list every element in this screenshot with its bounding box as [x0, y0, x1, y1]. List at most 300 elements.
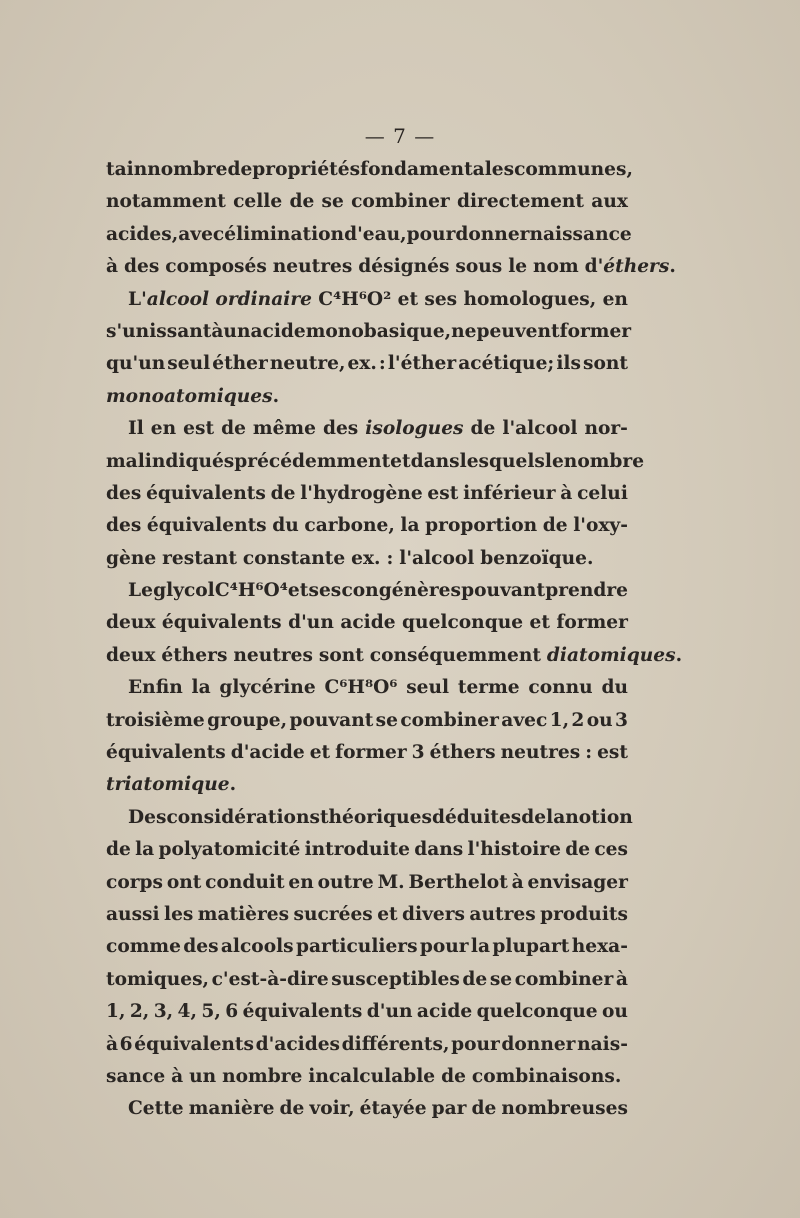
paragraph: [106, 284, 632, 414]
word-group: [455, 219, 529, 251]
word: glycol: [153, 580, 215, 602]
word-group: [289, 186, 314, 218]
word-group: [106, 186, 226, 218]
word-group: [565, 834, 590, 866]
word-group: [270, 348, 346, 380]
word: deux: [106, 644, 156, 666]
word: Il: [128, 418, 144, 440]
word: à: [511, 871, 524, 893]
word-group: [616, 964, 628, 996]
word-group: [106, 607, 155, 639]
word-group: [128, 284, 209, 316]
word: restant: [162, 547, 237, 569]
text-line: [106, 478, 628, 510]
word: nombre: [222, 1065, 303, 1087]
word-group: [128, 413, 144, 445]
word-group: [402, 899, 465, 931]
word: ils: [556, 353, 581, 375]
word-group: [547, 640, 682, 672]
word-group: [556, 348, 581, 380]
word: d'eau,: [344, 223, 407, 245]
word-group: [106, 381, 279, 413]
word: se: [489, 968, 513, 990]
text-line: [106, 446, 645, 478]
word-group: [564, 446, 644, 478]
text-line: [106, 899, 628, 931]
word: éthers: [603, 256, 670, 278]
word-group: [205, 867, 284, 899]
word-group: [120, 1029, 133, 1061]
word: mal: [106, 450, 145, 472]
word: acide: [416, 1001, 473, 1023]
word-group: [280, 1093, 305, 1125]
word: conduit: [205, 871, 285, 893]
word: 3: [614, 709, 628, 731]
word-group: [390, 446, 410, 478]
paragraph: [106, 802, 633, 1094]
text-line: [106, 996, 628, 1028]
word: l'hydrogène: [300, 482, 423, 504]
word-group: [198, 899, 289, 931]
word-group: [461, 575, 545, 607]
word: s'unissant: [106, 320, 212, 342]
word-group: [376, 705, 398, 737]
word-group: [183, 413, 214, 445]
word: équivalents: [242, 1001, 363, 1023]
word: l'éther: [387, 353, 457, 375]
text-line: [106, 543, 628, 575]
word-group: [207, 705, 287, 737]
word-group: [134, 1029, 254, 1061]
text-line: [106, 251, 676, 283]
word: nombre: [563, 450, 645, 472]
word-group: [128, 1093, 184, 1125]
word-group: [543, 510, 568, 542]
word-group: [106, 446, 145, 478]
word: désignés: [358, 256, 450, 278]
word: 1,: [549, 709, 570, 731]
word-group: [583, 348, 628, 380]
word: et: [529, 612, 550, 634]
word: groupe,: [207, 709, 288, 731]
word-group: [305, 834, 410, 866]
word-group: [106, 964, 209, 996]
word-group: [106, 154, 147, 186]
word: déduites: [431, 806, 522, 828]
word: voir,: [309, 1098, 355, 1120]
word-group: [560, 316, 632, 348]
word: et: [397, 288, 419, 310]
word: différents,: [341, 1033, 450, 1055]
word-group: [378, 867, 405, 899]
word-group: [529, 219, 631, 251]
word-group: [379, 348, 386, 380]
word-group: [411, 446, 460, 478]
word: pour: [451, 1033, 500, 1055]
word: se: [375, 709, 398, 731]
page-number: — 7 —: [364, 124, 436, 148]
word: conséquemment: [369, 644, 541, 666]
word: terme: [457, 677, 520, 699]
word-group: [189, 1093, 275, 1125]
word-group: [501, 737, 581, 769]
word: acide: [340, 612, 396, 634]
word-group: [224, 219, 344, 251]
word: directement: [456, 191, 585, 213]
word: en: [288, 871, 314, 893]
word-group: [528, 867, 628, 899]
word: .: [272, 385, 280, 407]
word-group: [550, 705, 569, 737]
word: carbone,: [304, 515, 395, 537]
word: d'un: [288, 612, 334, 634]
paragraph: [106, 1093, 628, 1125]
word: :: [386, 547, 394, 569]
word-group: [402, 607, 523, 639]
word: ses: [308, 580, 342, 602]
text-line: [106, 154, 633, 186]
word: neutre,: [269, 353, 346, 375]
word-group: [106, 478, 141, 510]
word-group: [406, 672, 449, 704]
word: de: [462, 968, 488, 990]
word: théoriques: [319, 806, 432, 828]
word: propriétés: [252, 159, 361, 180]
word: neutres: [272, 256, 353, 278]
word-group: [243, 996, 363, 1028]
word-group: [340, 607, 395, 639]
word-group: [164, 899, 193, 931]
word: homologues,: [463, 288, 597, 310]
word: à: [106, 1033, 119, 1055]
word: de: [221, 418, 246, 440]
word-group: [457, 186, 584, 218]
word: de: [521, 806, 547, 828]
word-group: [344, 219, 407, 251]
word: acides,: [106, 223, 179, 245]
word-group: [477, 996, 598, 1028]
word: de: [279, 1098, 305, 1120]
word: .: [229, 774, 237, 796]
word-group: [560, 478, 572, 510]
word: la: [191, 677, 211, 699]
word: en: [602, 288, 628, 310]
word: de: [441, 1065, 466, 1087]
word: des: [322, 418, 359, 440]
word: notamment: [106, 191, 226, 213]
word: donner: [455, 223, 530, 245]
word: des: [106, 482, 142, 504]
text-line: [106, 705, 628, 737]
word-group: [201, 996, 220, 1028]
word: 4,: [177, 1001, 197, 1023]
text-line: [106, 607, 628, 639]
word-group: [594, 834, 628, 866]
word-group: [502, 413, 577, 445]
word-group: [308, 1061, 435, 1093]
word: pouvant: [461, 580, 546, 602]
word-group: [565, 802, 633, 834]
word-group: [341, 575, 461, 607]
text-line: [106, 834, 628, 866]
word: susceptibles: [331, 968, 460, 990]
word-group: [463, 478, 555, 510]
body-text: [106, 154, 683, 1126]
word-group: [514, 154, 633, 186]
word: aux: [591, 191, 628, 213]
word-group: [151, 413, 176, 445]
word-group: [318, 284, 391, 316]
word-group: [501, 1093, 628, 1125]
word: celui: [577, 482, 628, 504]
word-group: [165, 251, 267, 283]
word-group: [288, 607, 334, 639]
word-group: [490, 964, 512, 996]
word: le: [544, 450, 564, 472]
word-group: [106, 867, 163, 899]
word: 6: [119, 1033, 133, 1055]
word: sont: [582, 353, 628, 375]
word-group: [145, 446, 234, 478]
word: étayée: [359, 1098, 427, 1120]
word-group: [253, 413, 316, 445]
word: nom: [533, 256, 579, 278]
word-group: [106, 769, 236, 801]
word-group: [400, 705, 499, 737]
text-line: [106, 672, 628, 704]
word-group: [158, 834, 300, 866]
word: inférieur: [463, 482, 556, 504]
text-line: [106, 640, 683, 672]
word: produits: [540, 903, 628, 925]
word-group: [128, 802, 166, 834]
word-group: [243, 543, 345, 575]
word: composés: [165, 256, 267, 278]
word: 1,: [106, 1001, 126, 1023]
word-group: [377, 899, 397, 931]
word-group: [178, 996, 197, 1028]
word: :: [585, 742, 593, 764]
word: éthers: [429, 742, 496, 764]
word: 2,: [129, 1001, 150, 1023]
word: ne: [451, 320, 477, 342]
word: et: [377, 903, 398, 925]
word: nor-: [584, 418, 628, 440]
word: glycérine: [219, 677, 316, 699]
word: ex.: [351, 547, 381, 569]
word: Enfin: [128, 677, 183, 699]
word-group: [591, 186, 628, 218]
word: quelconque: [476, 1001, 598, 1023]
word: se: [321, 191, 344, 213]
word: la: [135, 839, 155, 861]
word: acide: [250, 320, 306, 342]
word-group: [106, 251, 118, 283]
word-group: [407, 219, 456, 251]
word: par: [431, 1098, 467, 1120]
text-line: [106, 575, 628, 607]
word-group: [573, 510, 628, 542]
word: est: [183, 418, 215, 440]
word: hexa-: [571, 936, 628, 958]
word-group: [162, 607, 282, 639]
word-group: [189, 1061, 216, 1093]
word-group: [417, 996, 472, 1028]
word: équivalents: [134, 1033, 254, 1055]
word: avec: [178, 223, 225, 245]
word-group: [412, 737, 425, 769]
word-group: [231, 737, 305, 769]
word-group: [386, 543, 393, 575]
word: neutres: [500, 742, 581, 764]
word-group: [256, 1029, 340, 1061]
word-group: [106, 996, 125, 1028]
text-line: [106, 1029, 628, 1061]
word: indiqués: [144, 450, 235, 472]
word: et: [390, 450, 411, 472]
word-group: [432, 1093, 467, 1125]
text-line: [106, 413, 628, 445]
word: former: [556, 612, 628, 634]
word: ont: [166, 871, 202, 893]
word: d': [584, 256, 604, 278]
word-group: [106, 348, 165, 380]
word: équivalents: [146, 515, 267, 537]
word: de: [470, 418, 496, 440]
word-group: [587, 705, 613, 737]
word: combiner: [514, 968, 614, 990]
paragraph: [106, 413, 645, 575]
word-group: [106, 543, 156, 575]
word: particuliers: [295, 936, 418, 958]
word: élimination: [224, 223, 345, 245]
word-group: [215, 284, 312, 316]
word: un: [223, 320, 251, 342]
paragraph: [106, 672, 628, 802]
word-group: [106, 316, 211, 348]
word: naissance: [529, 223, 632, 245]
word-group: [322, 186, 344, 218]
text-line: [106, 769, 628, 801]
text-line: [106, 737, 628, 769]
word: C⁴H⁶O²: [318, 288, 392, 310]
word: neutres: [233, 644, 313, 666]
word-group: [171, 1061, 183, 1093]
word: d'acides: [255, 1033, 341, 1055]
word-group: [388, 348, 456, 380]
word: est: [597, 742, 628, 764]
word-group: [106, 1029, 118, 1061]
word: Cette: [128, 1098, 184, 1120]
word: l'alcool: [399, 547, 475, 569]
word: benzoïque.: [480, 547, 594, 569]
word: équivalents: [106, 742, 226, 764]
word: la: [470, 936, 491, 958]
word: équivalents: [146, 482, 266, 504]
word: 3: [411, 742, 425, 764]
word: aussi: [106, 903, 160, 925]
word-group: [106, 899, 160, 931]
word-group: [463, 284, 596, 316]
word-group: [472, 1061, 621, 1093]
word-group: [306, 316, 451, 348]
word-group: [512, 867, 524, 899]
word-group: [271, 478, 296, 510]
word: prendre: [545, 580, 628, 602]
word: :: [378, 353, 386, 375]
word-group: [323, 413, 358, 445]
word: les: [164, 903, 194, 925]
word: combiner: [400, 709, 499, 731]
word-group: [147, 510, 267, 542]
text-line: [106, 867, 628, 899]
word-group: [183, 931, 218, 963]
word-group: [222, 1061, 302, 1093]
word: autres: [469, 903, 536, 925]
word-group: [477, 316, 560, 348]
word: fondamentales: [360, 159, 515, 180]
word: matières: [197, 903, 290, 925]
word-group: [471, 413, 496, 445]
word: incalculable: [308, 1065, 436, 1087]
word-group: [211, 316, 223, 348]
word-group: [233, 186, 282, 218]
word-group: [178, 219, 224, 251]
word: manière: [188, 1098, 275, 1120]
word-group: [309, 575, 342, 607]
word: combinaisons.: [471, 1065, 622, 1087]
word-group: [414, 834, 463, 866]
word-group: [304, 510, 394, 542]
word-group: [212, 964, 329, 996]
word-group: [234, 446, 390, 478]
word: monoatomiques: [106, 385, 273, 407]
word: de: [270, 482, 296, 504]
word: 3,: [153, 1001, 174, 1023]
word: est: [427, 482, 459, 504]
word-group: [398, 284, 418, 316]
word-group: [318, 867, 374, 899]
word-group: [545, 575, 628, 607]
word: deux: [106, 612, 156, 634]
word-group: [219, 672, 315, 704]
word-group: [367, 996, 413, 1028]
word: M.: [377, 871, 405, 893]
word-group: [166, 802, 320, 834]
word-group: [399, 543, 474, 575]
word-group: [501, 1029, 575, 1061]
word-group: [597, 737, 628, 769]
word-group: [424, 284, 457, 316]
word: ex.: [347, 353, 377, 375]
word-group: [451, 316, 476, 348]
word-group: [460, 446, 545, 478]
word-group: [106, 219, 178, 251]
word: de: [471, 1098, 497, 1120]
text-line: [106, 964, 628, 996]
word: l'histoire: [467, 839, 561, 861]
word: nais-: [577, 1033, 628, 1055]
word-group: [585, 251, 676, 283]
word: polyatomicité: [158, 839, 301, 861]
word: de: [542, 515, 568, 537]
word: donner: [501, 1033, 576, 1055]
word: tomiques,: [106, 968, 210, 990]
word: à: [106, 256, 119, 278]
word-group: [167, 348, 210, 380]
word: ordinaire: [215, 288, 312, 310]
word-group: [130, 996, 149, 1028]
